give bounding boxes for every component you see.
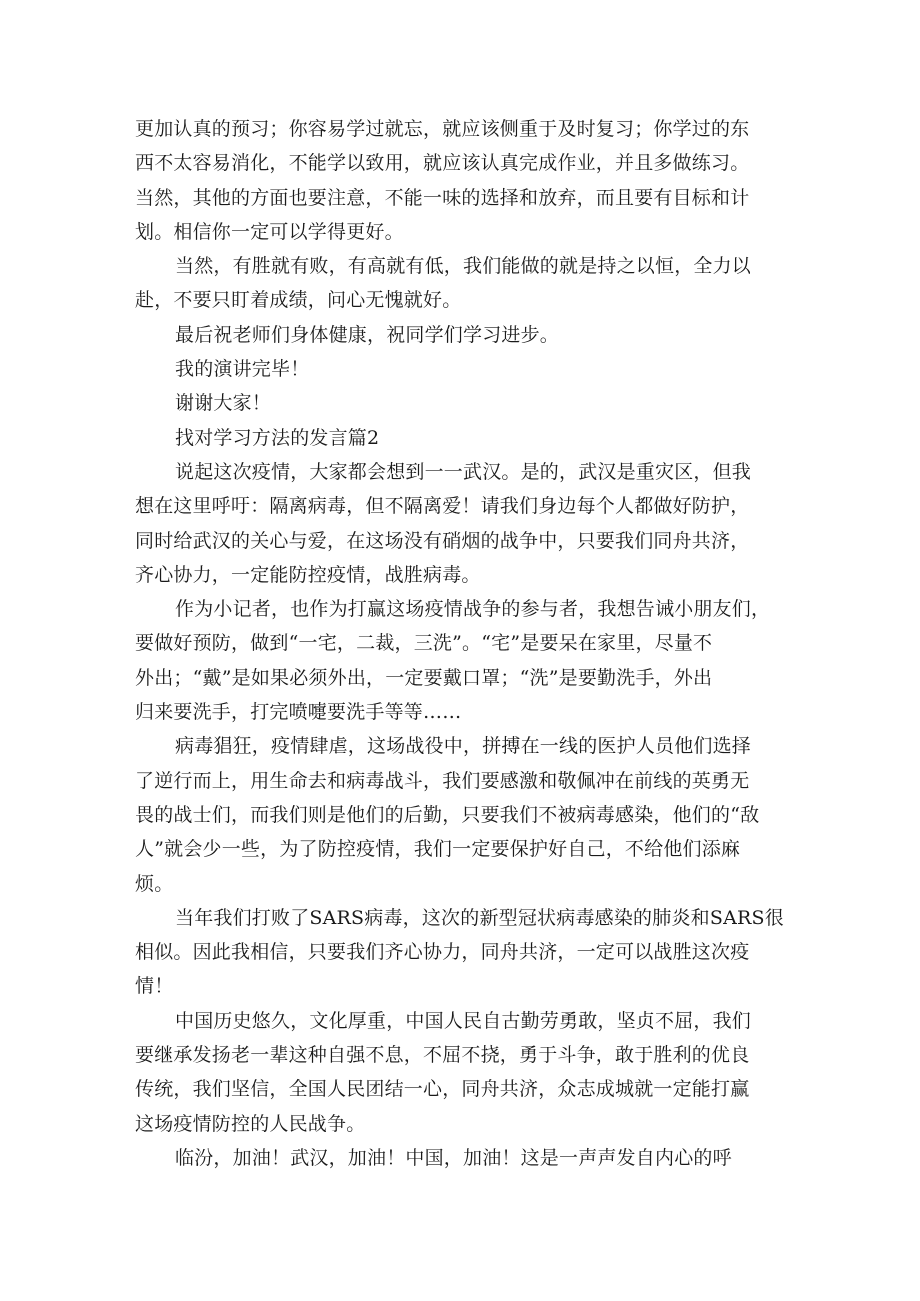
text-line: 找对学习方法的发言篇2	[175, 426, 380, 449]
text-line: 了逆行而上，用生命去和病毒战斗，我们要感激和敬佩冲在前线的英勇无	[135, 769, 750, 792]
text-line: 当然，其他的方面也要注意，不能一味的选择和放弃，而且要有目标和计	[135, 186, 750, 209]
text-line: 临汾，加油！武汉，加油！中国，加油！这是一声声发自内心的呼	[175, 1146, 732, 1169]
text-line: 中国历史悠久，文化厚重，中国人民自古勤劳勇敢，坚贞不屈，我们	[175, 1009, 752, 1032]
text-line: 划。相信你一定可以学得更好。	[135, 220, 404, 243]
text-line: 外出；“戴”是如果必须外出，一定要戴口罩；“洗”是要勤洗手，外出	[135, 666, 713, 689]
text-line: 齐心协力，一定能防控疫情，战胜病毒。	[135, 563, 481, 586]
text-line: 最后祝老师们身体健康，祝同学们学习进步。	[175, 323, 560, 346]
text-line: 要做好预防，做到“一宅，二裁，三洗”。“宅”是要呆在家里，尽量不	[135, 632, 713, 655]
text-line: 归来要洗手，打完喷嚏要洗手等等……	[135, 701, 462, 724]
text-line: 情！	[135, 975, 174, 998]
text-line: 当年我们打败了SARS病毒，这次的新型冠状病毒感染的肺炎和SARS很	[175, 906, 784, 929]
text-line: 这场疫情防控的人民战争。	[135, 1112, 366, 1135]
text-line: 畏的战士们，而我们则是他们的后勤，只要我们不被病毒感染，他们的“敌	[135, 803, 760, 826]
text-line: 更加认真的预习；你容易学过就忘，就应该侧重于及时复习；你学过的东	[135, 118, 750, 140]
text-line: 赴，不要只盯着成绩，问心无愧就好。	[135, 289, 462, 312]
text-line: 谢谢大家！	[175, 392, 272, 415]
text-line: 作为小记者，也作为打赢这场疫情战争的参与者，我想告诫小朋友们，	[175, 598, 771, 621]
text-line: 要继承发扬老一辈这种自强不息，不屈不挠，勇于斗争，敢于胜利的优良	[135, 1044, 750, 1067]
text-line: 相似。因此我相信，只要我们齐心协力，同舟共济，一定可以战胜这次疫	[135, 941, 750, 964]
text-line: 当然，有胜就有败，有高就有低，我们能做的就是持之以恒，全力以	[175, 255, 752, 278]
text-line: 想在这里呼吁：隔离病毒，但不隔离爱！请我们身边每个人都做好防护，	[135, 495, 750, 518]
text-line: 同时给武汉的关心与爱，在这场没有硝烟的战争中，只要我们同舟共济，	[135, 529, 750, 552]
text-line: 烦。	[135, 872, 174, 895]
text-line: 传统，我们坚信，全国人民团结一心，同舟共济，众志成城就一定能打赢	[135, 1078, 750, 1101]
document-body	[135, 112, 785, 1175]
text-line: 我的演讲完毕！	[175, 358, 310, 381]
text-line: 西不太容易消化，不能学以致用，就应该认真完成作业，并且多做练习。	[135, 152, 750, 175]
text-line: 人”就会少一些，为了防控疫情，我们一定要保护好自己，不给他们添麻	[135, 838, 741, 861]
text-line: 说起这次疫情，大家都会想到一一武汉。是的，武汉是重灾区，但我	[175, 460, 752, 483]
text-line: 病毒猖狂，疫情肆虐，这场战役中，拼搏在一线的医护人员他们选择	[175, 735, 752, 758]
